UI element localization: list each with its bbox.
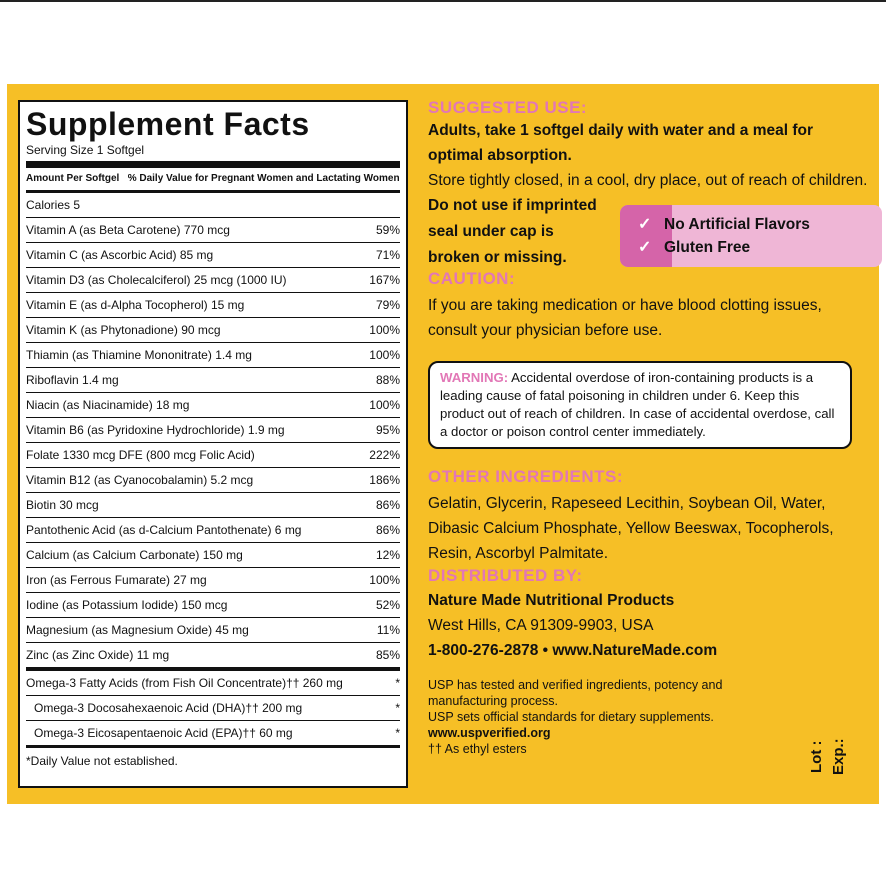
nutrient-name: Biotin 30 mcg [26, 498, 99, 512]
nutrient-daily-value: * [395, 676, 400, 690]
nutrient-row [26, 243, 400, 268]
nutrient-name: Vitamin A (as Beta Carotene) 770 mcg [26, 223, 230, 237]
nutrient-row [26, 443, 400, 468]
nutrient-daily-value: 86% [375, 523, 400, 537]
nutrient-daily-value: 100% [369, 398, 400, 412]
nutrient-daily-value: 100% [369, 323, 400, 337]
nutrient-daily-value: * [395, 726, 400, 740]
nutrient-name: Vitamin D3 (as Cholecalciferol) 25 mcg (1000 IU) [26, 273, 287, 287]
nutrient-daily-value: 88% [375, 373, 400, 387]
badge-item-gluten-free: ✓ Gluten Free [638, 239, 751, 256]
nutrient-row [26, 368, 400, 393]
nutrient-daily-value: 100% [369, 573, 400, 587]
nutrient-daily-value: * [395, 701, 400, 715]
nutrient-row [26, 568, 400, 593]
warning-heading: WARNING: [440, 370, 509, 385]
nutrient-row [26, 518, 400, 543]
other-ingredients-heading: OTHER INGREDIENTS: [428, 467, 624, 486]
calories-row [26, 193, 400, 218]
nutrient-daily-value: 11% [376, 623, 400, 637]
nutrient-row [26, 343, 400, 368]
nutrient-name: Vitamin K (as Phytonadione) 90 mcg [26, 323, 221, 337]
nutrient-name: Vitamin B6 (as Pyridoxine Hydrochloride) 1.9 mg [26, 423, 285, 437]
nutrient-name: Riboflavin 1.4 mg [26, 373, 119, 387]
nutrient-name: Magnesium (as Magnesium Oxide) 45 mg [26, 623, 249, 637]
other-ingredients-text: Gelatin, Glycerin, Rapeseed Lecithin, Soybean Oil, Water, Dibasic Calcium Phosphate, Yellow Beeswax, Tocopherols, Resin, Ascorbyl Palmitate. [428, 495, 834, 562]
storage-text: Store tightly closed, in a cool, dry place, out of reach of children. [428, 172, 868, 189]
distributor-contact: 1-800-276-2878 • www.NatureMade.com [428, 642, 718, 659]
supplement-facts-panel [18, 100, 408, 788]
distributor-address: West Hills, CA 91309-9903, USA [428, 617, 654, 634]
nutrient-name: Vitamin C (as Ascorbic Acid) 85 mg [26, 248, 214, 262]
nutrient-row [26, 593, 400, 618]
warning-text: Accidental overdose of iron-containing products is a leading cause of fatal poisoning in children under 6. Keep this product out of reach of children. In case of accidental overdose, call a doctor or poison control center immediately. [440, 370, 835, 439]
nutrient-row [26, 318, 400, 343]
feature-badge [620, 205, 882, 267]
nutrient-daily-value: 79% [375, 298, 400, 312]
nutrient-daily-value: 186% [369, 473, 400, 487]
suggested-use-text: Adults, take 1 softgel daily with water and a meal for optimal absorption. [428, 122, 814, 164]
suggested-use-heading: SUGGESTED USE: [428, 98, 588, 117]
nutrient-name: Zinc (as Zinc Oxide) 11 mg [26, 648, 170, 662]
nutrient-row [26, 268, 400, 293]
usp-url: www.uspverified.org [428, 726, 551, 740]
nutrient-name: Thiamin (as Thiamine Mononitrate) 1.4 mg [26, 348, 252, 362]
nutrient-daily-value: 95% [375, 423, 400, 437]
nutrient-daily-value: 52% [375, 598, 400, 612]
nutrient-daily-value: 59% [375, 223, 400, 237]
distributor-name: Nature Made Nutritional Products [428, 592, 675, 609]
nutrient-name: Vitamin B12 (as Cyanocobalamin) 5.2 mcg [26, 473, 254, 487]
ethyl-esters-note: †† As ethyl esters [428, 742, 527, 756]
nutrient-name: Vitamin E (as d-Alpha Tocopherol) 15 mg [26, 298, 245, 312]
nutrient-daily-value: 222% [369, 448, 400, 462]
nutrient-row [26, 618, 400, 643]
badge-item-no-artificial-flavors: ✓ No Artificial Flavors [638, 216, 810, 233]
caution-heading: CAUTION: [428, 269, 516, 288]
nutrient-daily-value: 85% [375, 648, 400, 662]
nutrient-row [26, 218, 400, 243]
nutrient-row [26, 671, 400, 696]
nutrient-daily-value: 71% [375, 248, 400, 262]
nutrient-daily-value: 100% [369, 348, 400, 362]
nutrient-name: Pantothenic Acid (as d-Calcium Pantothenate) 6 mg [26, 523, 302, 537]
label-right-column [428, 98, 868, 757]
check-icon: ✓ [638, 216, 652, 233]
usp-text: USP has tested and verified ingredients, potency and manufacturing process. [428, 678, 723, 708]
nutrient-name: Omega-3 Eicosapentaenoic Acid (EPA)†† 60 mg [34, 726, 293, 740]
nutrient-row [26, 293, 400, 318]
nutrient-daily-value: 167% [369, 273, 400, 287]
top-border [0, 0, 886, 2]
nutrient-row [26, 393, 400, 418]
nutrient-daily-value: 86% [375, 498, 400, 512]
nutrient-daily-value: 12% [375, 548, 400, 562]
nutrient-name: Calcium (as Calcium Carbonate) 150 mg [26, 548, 243, 562]
distributed-by-heading: DISTRIBUTED BY: [428, 566, 583, 585]
lot-label: Lot : [808, 740, 825, 773]
imprint-warning: Do not use if imprinted seal under cap is broken or missing. [428, 197, 597, 266]
caution-text: If you are taking medication or have blood clotting issues, consult your physician before use. [428, 297, 822, 339]
nutrient-row [26, 418, 400, 443]
nutrient-row [26, 721, 400, 745]
facts-footnote: *Daily Value not established. [26, 745, 400, 774]
nutrient-row [26, 543, 400, 568]
nutrient-row [26, 493, 400, 518]
nutrient-row [26, 696, 400, 721]
nutrient-name: Niacin (as Niacinamide) 18 mg [26, 398, 190, 412]
dv-header: % Daily Value for Pregnant Women and Lactating Women [127, 173, 400, 184]
amount-header: Amount Per Softgel [26, 173, 120, 184]
exp-label: Exp.: [830, 738, 847, 775]
nutrient-row [26, 643, 400, 667]
facts-header-row [26, 168, 400, 193]
nutrient-name: Folate 1330 mcg DFE (800 mcg Folic Acid) [26, 448, 255, 462]
facts-title: Supplement Facts [26, 106, 310, 142]
serving-size: Serving Size 1 Softgel [26, 143, 145, 157]
calories: Calories 5 [26, 198, 81, 212]
nutrient-name: Omega-3 Docosahexaenoic Acid (DHA)†† 200 mg [34, 701, 303, 715]
nutrient-name: Iodine (as Potassium Iodide) 150 mcg [26, 598, 228, 612]
nutrient-name: Omega-3 Fatty Acids (from Fish Oil Concentrate)†† 260 mg [26, 676, 343, 690]
nutrient-row [26, 468, 400, 493]
nutrient-name: Iron (as Ferrous Fumarate) 27 mg [26, 573, 207, 587]
thick-rule [26, 161, 400, 168]
check-icon: ✓ [638, 239, 652, 256]
usp-standards: USP sets official standards for dietary supplements. [428, 710, 714, 724]
lot-exp-area [808, 735, 858, 775]
warning-box [428, 361, 852, 449]
